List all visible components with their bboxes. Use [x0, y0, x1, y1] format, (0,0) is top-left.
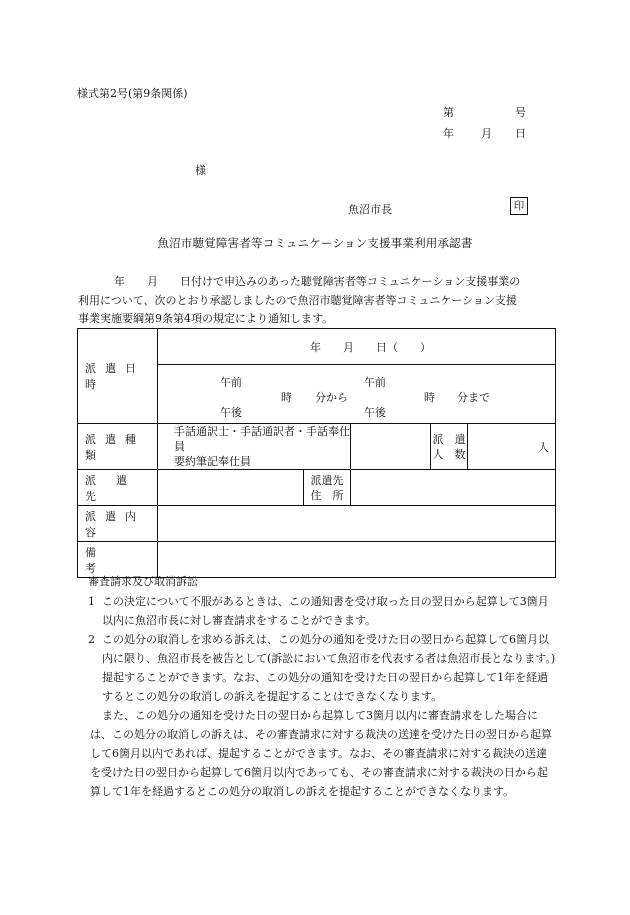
review-item-2 [78, 630, 556, 706]
dest-address-label-2: 住 所 [310, 488, 344, 502]
count-value-cell[interactable] [468, 424, 556, 470]
number-prefix: 第 [443, 106, 454, 119]
type-line-1: 手話通訳士・手話通訳者・手話奉仕員 [174, 425, 350, 453]
review-item-2-number: 2 [88, 633, 95, 646]
type-value-cell[interactable] [158, 424, 351, 470]
intro-line-3: 事業実施要綱第9条第4項の規定により通知します。 [78, 312, 334, 325]
content-label-cell [78, 506, 158, 542]
count-unit: 人 [538, 440, 549, 454]
type-label: 派遣種類 [85, 432, 145, 462]
review-item-1-number: 1 [88, 595, 95, 608]
date-day: 日 [515, 127, 526, 140]
am-label-1: 午前 [220, 376, 242, 389]
type-line-2: 要約筆記奉仕員 [174, 455, 251, 468]
content-label: 派遣内容 [85, 509, 145, 539]
dispatch-date-label-text: 派遣日時 [85, 362, 145, 391]
form-number: 様式第2号(第9条関係) [77, 87, 188, 100]
content-value-cell[interactable] [158, 506, 556, 542]
am-label-2: 午前 [364, 376, 386, 389]
dest-address-value-cell[interactable] [351, 470, 556, 506]
review-notes [78, 592, 556, 801]
type-spacer-cell [351, 424, 431, 470]
count-label-cell [431, 424, 468, 470]
from-label: 分から [315, 391, 348, 404]
number-suffix: 号 [515, 106, 526, 119]
remarks-value-cell[interactable] [158, 542, 556, 578]
dispatch-date-cell[interactable] [158, 329, 556, 365]
destination-label: 派遣先 [85, 473, 147, 503]
count-label-2: 人 数 [432, 447, 466, 461]
destination-label-cell [78, 470, 158, 506]
dest-address-label-cell [304, 470, 351, 506]
seal-stamp: 印 [510, 197, 528, 215]
date-year: 年 [443, 127, 454, 140]
hour-label-2: 時 [424, 391, 435, 404]
type-label-cell [78, 424, 158, 470]
document-title: 魚沼市聴覚障害者等コミュニケーション支援事業利用承認書 [157, 236, 473, 250]
pm-label-1: 午後 [220, 406, 242, 419]
review-item-1 [78, 592, 556, 630]
addressee-honorific: 様 [195, 164, 206, 177]
sender-mayor: 魚沼市長 [348, 203, 392, 216]
count-label-1: 派 遣 [432, 432, 466, 446]
dispatch-table [77, 328, 556, 578]
hour-label-1: 時 [281, 391, 292, 404]
review-paragraph: また、この処分の通知を受けた日の翌日から起算して3箇月以内に審査請求をした場合には、この処分の取消しの訴えは、その審査請求に対する裁決の送達を受けた日の翌日から起算して6箇月以内であれば、提起することができます。なお、その審査請求に対する裁決の送達を受けた日の翌日から起算して6箇月以内であっても、その審査請求に対する裁決の日から起算して1年を経過するとこの処分の取消しの訴えを提起することができなくなります。 [90, 709, 552, 798]
intro-paragraph [78, 273, 554, 329]
destination-value-cell[interactable] [158, 470, 304, 506]
dispatch-date-line: 年 月 日（ ） [310, 340, 431, 354]
dispatch-date-label-cell [78, 329, 158, 424]
review-item-2-text: この処分の取消しを求める訴えは、この処分の通知を受けた日の翌日から起算して6箇月以内に限り、魚沼市長を被告として(訴訟において魚沼市を代表する者は魚沼市長となります。)提起することができます。なお、この処分の通知を受けた日の翌日から起算して1年を経過するとこの処分の取消しの訴えを提起することはできなくなります。 [102, 633, 556, 703]
dispatch-time-cell[interactable] [158, 365, 556, 424]
until-label: 分まで [457, 391, 490, 404]
review-item-1-text: この決定について不服があるときは、この通知書を受け取った日の翌日から起算して3箇月以内に魚沼市長に対し審査請求をすることができます。 [102, 595, 549, 627]
dest-address-label-1: 派遣先 [310, 473, 344, 487]
pm-label-2: 午後 [364, 406, 386, 419]
date-month: 月 [481, 127, 492, 140]
remarks-label: 備考 [85, 545, 138, 575]
review-heading: 審査請求及び取消訴訟 [88, 575, 198, 588]
dispatch-date-label [78, 360, 157, 392]
intro-line-2: 利用について、次のとおり承認しましたので魚沼市聴覚障害者等コミュニケーション支援 [78, 293, 517, 307]
intro-line-1: 年 月 日付けで申込みのあった聴覚障害者等コミュニケーション支援事業の [114, 275, 521, 288]
